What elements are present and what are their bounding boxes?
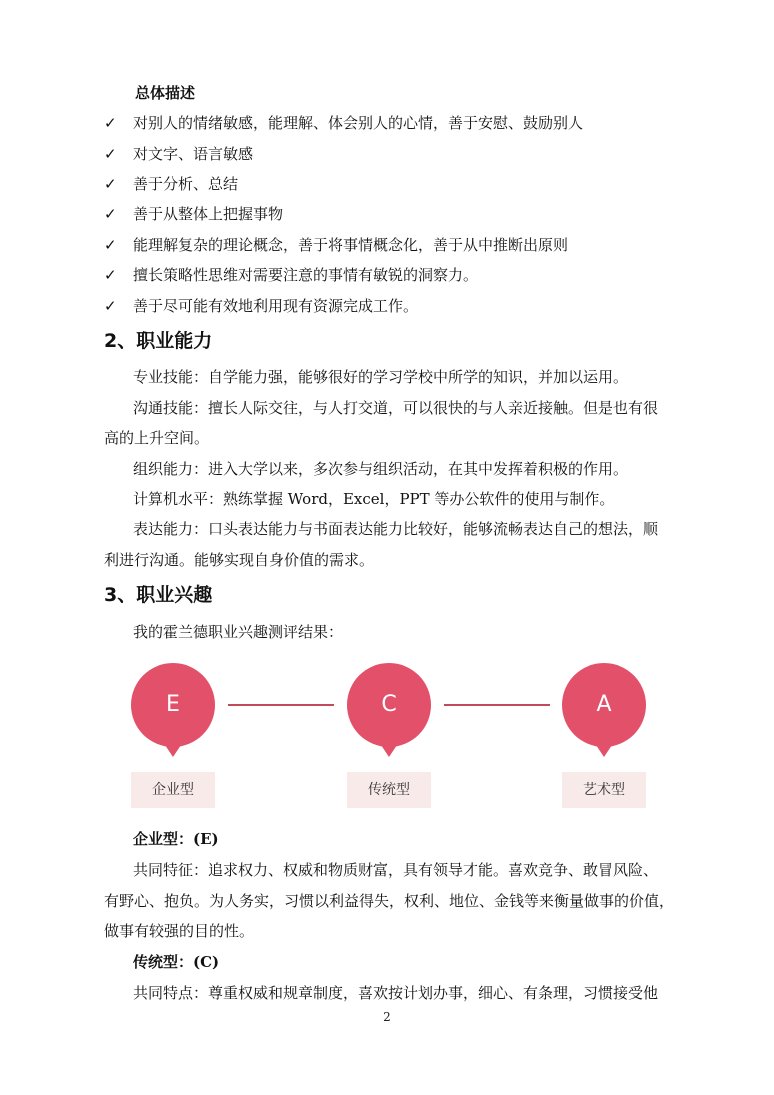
holland-label-c: 传统型: [347, 772, 431, 808]
pointer-icon: [381, 745, 397, 757]
node-letter: A: [596, 692, 612, 717]
check-icon: ✓: [104, 175, 117, 193]
holland-node-c: [347, 663, 431, 747]
holland-node-e: [131, 663, 215, 747]
overview-item: 善于分析、总结: [133, 175, 239, 193]
check-icon: ✓: [104, 266, 117, 284]
paragraph-line: 共同特征：追求权力、权威和物质财富，具有领导才能。喜欢竞争、敢冒风险、: [133, 861, 659, 879]
paragraph-line: 表达能力：口头表达能力与书面表达能力比较好，能够流畅表达自己的想法，顺: [133, 520, 659, 538]
section-heading-career-interest: 3、职业兴趣: [104, 584, 213, 606]
holland-label-e: 企业型: [131, 772, 215, 808]
paragraph-line: 做事有较强的目的性。: [104, 922, 255, 940]
paragraph-line: 组织能力：进入大学以来，多次参与组织活动，在其中发挥着积极的作用。: [133, 460, 629, 478]
overview-item: 能理解复杂的理论概念，善于将事情概念化，善于从中推断出原则: [133, 236, 569, 254]
check-icon: ✓: [104, 114, 117, 132]
connector-line: [444, 704, 550, 706]
check-icon: ✓: [104, 205, 117, 223]
paragraph-line: 利进行沟通。能够实现自身价值的需求。: [104, 551, 375, 569]
paragraph-line: 专业技能：自学能力强，能够很好的学习学校中所学的知识，并加以运用。: [133, 368, 629, 386]
page-number: 2: [383, 1010, 391, 1024]
overview-item: 擅长策略性思维对需要注意的事情有敏锐的洞察力。: [133, 266, 479, 284]
paragraph-line: 共同特点：尊重权威和规章制度，喜欢按计划办事，细心、有条理，习惯接受他: [133, 984, 659, 1002]
connector-line: [228, 704, 334, 706]
check-icon: ✓: [104, 145, 117, 163]
type-c-title: 传统型：(C): [133, 953, 220, 971]
paragraph-line: 计算机水平：熟练掌握 Word，Excel，PPT 等办公软件的使用与制作。: [133, 490, 615, 508]
paragraph-line: 有野心、抱负。为人务实，习惯以利益得失，权利、地位、金钱等来衡量做事的价值，: [104, 892, 675, 910]
overview-item: 善于尽可能有效地利用现有资源完成工作。: [133, 297, 419, 315]
holland-label-a: 艺术型: [562, 772, 646, 808]
type-e-title: 企业型：(E): [133, 830, 219, 848]
section-heading-career-ability: 2、职业能力: [104, 330, 213, 352]
overview-item: 善于从整体上把握事物: [133, 205, 284, 223]
holland-node-a: [562, 663, 646, 747]
overview-item: 对别人的情绪敏感，能理解、体会别人的心情，善于安慰、鼓励别人: [133, 114, 584, 132]
pointer-icon: [165, 745, 181, 757]
check-icon: ✓: [104, 236, 117, 254]
node-letter: C: [381, 692, 397, 717]
paragraph-line: 高的上升空间。: [104, 429, 210, 447]
overview-item: 对文字、语言敏感: [133, 145, 254, 163]
holland-intro: 我的霍兰德职业兴趣测评结果：: [133, 623, 344, 641]
node-letter: E: [166, 692, 180, 717]
paragraph-line: 沟通技能：擅长人际交往，与人打交道，可以很快的与人亲近接触。但是也有很: [133, 399, 659, 417]
pointer-icon: [596, 745, 612, 757]
check-icon: ✓: [104, 297, 117, 315]
overview-heading: 总体描述: [135, 84, 196, 102]
